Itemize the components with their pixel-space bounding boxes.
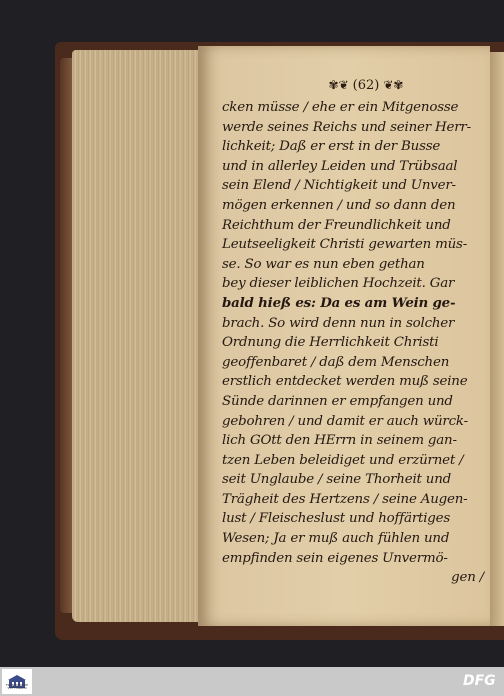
facing-page-edge bbox=[490, 52, 504, 626]
catchword: gen / bbox=[451, 570, 484, 586]
text-line: se. So war es nun eben gethan bbox=[222, 256, 425, 272]
text-line: Sünde darinnen er empfangen und bbox=[222, 393, 453, 409]
ornament-left-icon: ✾❦ bbox=[328, 78, 349, 92]
text-line: gebohren / und damit er auch würck- bbox=[222, 413, 468, 429]
francke-logo[interactable] bbox=[2, 669, 32, 694]
dfg-logo[interactable]: DFG bbox=[463, 673, 496, 689]
page-header bbox=[316, 74, 416, 96]
text-line: lust / Fleischeslust und hoffärtiges bbox=[222, 511, 451, 527]
text-line: cken müsse / ehe er ein Mitgenosse bbox=[222, 100, 459, 115]
book-page-edges bbox=[72, 50, 200, 622]
text-line: seit Unglaube / seine Thorheit und bbox=[222, 472, 452, 488]
text-line: tzen Leben beleidiget und erzürnet / bbox=[222, 452, 464, 468]
text-line: geoffenbaret / daß dem Menschen bbox=[222, 354, 450, 370]
text-line: und in allerley Leiden und Trübsaal bbox=[222, 158, 458, 174]
text-line: Trägheit des Hertzens / seine Augen- bbox=[222, 491, 468, 507]
text-line: lich GOtt den HErrn in seinem gan- bbox=[222, 433, 457, 449]
page-text bbox=[222, 98, 484, 588]
book-page bbox=[198, 46, 490, 626]
francke-logo-text: FRANCKESCHE STIFTUNGEN bbox=[5, 683, 29, 690]
page-number: (62) bbox=[352, 77, 380, 93]
text-line: bey dieser leiblichen Hochzeit. Gar bbox=[222, 276, 455, 292]
ornament-right-icon: ❦✾ bbox=[383, 78, 404, 92]
text-line: brach. So wird denn nun in solcher bbox=[222, 315, 455, 331]
text-line: Leutseeligkeit Christi gewarten müs- bbox=[222, 237, 468, 253]
text-line: erstlich entdecket werden muß seine bbox=[222, 374, 468, 390]
text-line: lichkeit; Daß er erst in der Busse bbox=[222, 139, 441, 155]
text-line: werde seines Reichs und seiner Herr- bbox=[222, 119, 471, 135]
text-line: empfinden sein eigenes Unvermö- bbox=[222, 550, 448, 566]
text-line: sein Elend / Nichtigkeit und Unver- bbox=[222, 178, 456, 194]
viewer-footer bbox=[0, 667, 504, 696]
text-line: Ordnung die Herrlichkeit Christi bbox=[222, 335, 439, 351]
text-line: Reichthum der Freundlichkeit und bbox=[222, 217, 451, 233]
text-line: Wesen; Ja er muß auch fühlen und bbox=[222, 531, 450, 547]
text-line: bald hieß es: Da es am Wein ge- bbox=[222, 294, 456, 311]
text-line: mögen erkennen / und so dann den bbox=[222, 197, 456, 213]
